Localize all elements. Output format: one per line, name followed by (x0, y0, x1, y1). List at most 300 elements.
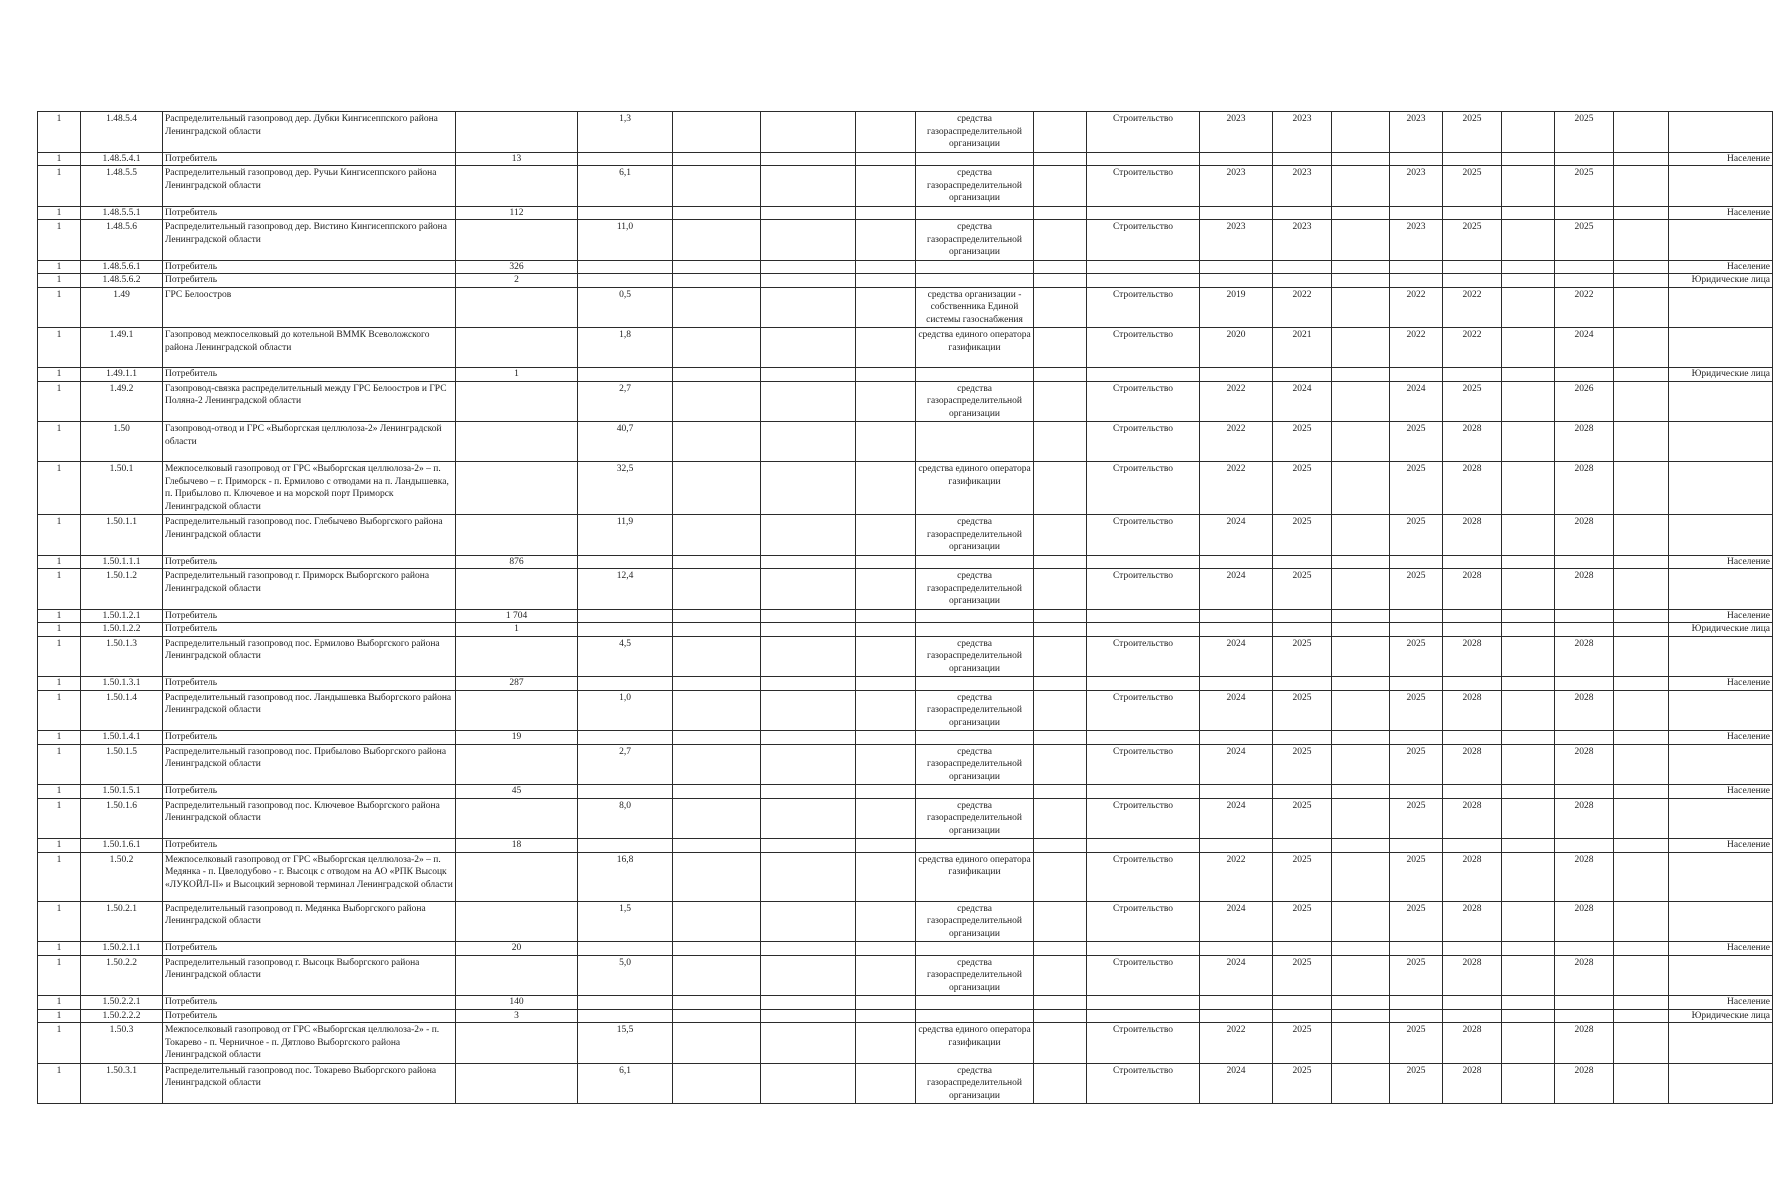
col-empty-1 (673, 381, 761, 422)
col-year-start: 2024 (1200, 690, 1273, 731)
col-category (1669, 1063, 1773, 1104)
col-name: ГРС Белоостров (163, 287, 456, 328)
col-empty-6 (1502, 996, 1555, 1010)
col-empty-4 (1034, 260, 1087, 274)
col-empty-6 (1502, 901, 1555, 942)
col-empty-6 (1502, 731, 1555, 745)
col-category: Юридические лица (1669, 274, 1773, 288)
col-year-final (1555, 785, 1614, 799)
col-funding: средства газораспределительной организации (916, 515, 1034, 556)
col-name: Потребитель (163, 785, 456, 799)
col-funding: средства единого оператора газификации (916, 1023, 1034, 1064)
col-empty-4 (1034, 785, 1087, 799)
col-empty-2 (761, 636, 856, 677)
col-empty-7 (1614, 555, 1669, 569)
col-year-plan (1390, 623, 1443, 637)
col-category: Население (1669, 152, 1773, 166)
col-name: Потребитель (163, 996, 456, 1010)
col-empty-7 (1614, 287, 1669, 328)
col-consumers: 112 (456, 206, 578, 220)
col-year-start: 2019 (1200, 287, 1273, 328)
col-empty-1 (673, 636, 761, 677)
col-empty-6 (1502, 1009, 1555, 1023)
col-category: Юридические лица (1669, 1009, 1773, 1023)
col-year-final: 2028 (1555, 636, 1614, 677)
pipeline-row (38, 328, 1773, 368)
col-funding: средства газораспределительной организации (916, 798, 1034, 839)
col-year-final: 2022 (1555, 287, 1614, 328)
col-level: 1 (38, 328, 81, 368)
col-empty-4 (1034, 942, 1087, 956)
col-consumers (456, 166, 578, 207)
col-year-commission: 2025 (1443, 166, 1502, 207)
col-work-type (1087, 942, 1200, 956)
col-empty-3 (856, 515, 916, 556)
col-year-end (1273, 785, 1332, 799)
col-consumers (456, 955, 578, 996)
col-consumers: 20 (456, 942, 578, 956)
col-name: Межпоселковый газопровод от ГРС «Выборгская целлюлоза-2» – п. Глебычево – г. Приморск - п. Ермилово с отводами на п. Ландышевка, п. Прибылово п. Ключевое и на морской порт Приморск Ленинградской области (163, 462, 456, 515)
col-category: Население (1669, 839, 1773, 853)
col-empty-7 (1614, 206, 1669, 220)
col-empty-7 (1614, 942, 1669, 956)
col-name: Потребитель (163, 623, 456, 637)
col-consumers: 1 (456, 623, 578, 637)
col-empty-7 (1614, 852, 1669, 901)
col-work-type: Строительство (1087, 287, 1200, 328)
col-empty-3 (856, 677, 916, 691)
col-level: 1 (38, 274, 81, 288)
col-length (578, 206, 673, 220)
col-empty-3 (856, 368, 916, 382)
col-empty-5 (1332, 381, 1390, 422)
col-year-end (1273, 609, 1332, 623)
col-year-end (1273, 942, 1332, 956)
col-year-plan (1390, 152, 1443, 166)
col-empty-1 (673, 955, 761, 996)
col-empty-6 (1502, 1023, 1555, 1064)
col-consumers (456, 220, 578, 261)
col-empty-2 (761, 274, 856, 288)
col-year-plan: 2025 (1390, 901, 1443, 942)
col-empty-7 (1614, 955, 1669, 996)
col-code: 1.50.1.4 (81, 690, 163, 731)
col-empty-3 (856, 274, 916, 288)
col-year-start (1200, 368, 1273, 382)
col-funding (916, 206, 1034, 220)
col-funding (916, 785, 1034, 799)
col-empty-3 (856, 731, 916, 745)
col-year-end (1273, 555, 1332, 569)
col-work-type: Строительство (1087, 422, 1200, 462)
col-name: Потребитель (163, 839, 456, 853)
col-empty-5 (1332, 623, 1390, 637)
col-year-end (1273, 152, 1332, 166)
col-name: Распределительный газопровод пос. Ермилово Выборгского района Ленинградской области (163, 636, 456, 677)
col-empty-1 (673, 220, 761, 261)
col-year-commission (1443, 555, 1502, 569)
col-empty-4 (1034, 839, 1087, 853)
col-code: 1.50.1.1 (81, 515, 163, 556)
col-year-commission: 2028 (1443, 798, 1502, 839)
col-empty-1 (673, 569, 761, 610)
col-year-final: 2025 (1555, 166, 1614, 207)
col-empty-4 (1034, 690, 1087, 731)
consumer-row (38, 260, 1773, 274)
col-year-end: 2021 (1273, 328, 1332, 368)
col-code: 1.48.5.6.1 (81, 260, 163, 274)
col-length (578, 785, 673, 799)
col-year-start: 2024 (1200, 569, 1273, 610)
col-year-final: 2028 (1555, 744, 1614, 785)
gas-pipeline-table (37, 111, 1773, 1104)
col-year-commission (1443, 839, 1502, 853)
col-funding (916, 260, 1034, 274)
col-year-start: 2024 (1200, 515, 1273, 556)
col-empty-5 (1332, 609, 1390, 623)
col-year-final: 2025 (1555, 112, 1614, 153)
col-empty-2 (761, 569, 856, 610)
col-empty-5 (1332, 677, 1390, 691)
col-year-plan: 2025 (1390, 462, 1443, 515)
col-category: Юридические лица (1669, 368, 1773, 382)
col-year-final: 2026 (1555, 381, 1614, 422)
col-consumers: 1 (456, 368, 578, 382)
consumer-row (38, 942, 1773, 956)
col-year-commission: 2028 (1443, 1023, 1502, 1064)
col-year-commission (1443, 677, 1502, 691)
col-empty-4 (1034, 636, 1087, 677)
col-year-final: 2028 (1555, 901, 1614, 942)
col-empty-3 (856, 839, 916, 853)
col-category (1669, 901, 1773, 942)
col-empty-1 (673, 744, 761, 785)
col-funding: средства организации - собственника Единой системы газоснабжения (916, 287, 1034, 328)
col-empty-3 (856, 942, 916, 956)
col-consumers (456, 112, 578, 153)
col-year-commission (1443, 152, 1502, 166)
col-work-type: Строительство (1087, 515, 1200, 556)
col-empty-1 (673, 368, 761, 382)
col-empty-7 (1614, 260, 1669, 274)
col-empty-2 (761, 609, 856, 623)
col-work-type: Строительство (1087, 1063, 1200, 1104)
col-work-type (1087, 206, 1200, 220)
col-empty-7 (1614, 677, 1669, 691)
col-name: Распределительный газопровод пос. Ландышевка Выборгского района Ленинградской области (163, 690, 456, 731)
col-length (578, 996, 673, 1010)
col-year-start (1200, 555, 1273, 569)
col-year-commission (1443, 1009, 1502, 1023)
col-length: 32,5 (578, 462, 673, 515)
col-empty-7 (1614, 609, 1669, 623)
col-level: 1 (38, 381, 81, 422)
col-empty-3 (856, 381, 916, 422)
col-consumers (456, 798, 578, 839)
col-empty-2 (761, 328, 856, 368)
col-year-final: 2028 (1555, 422, 1614, 462)
col-level: 1 (38, 690, 81, 731)
col-consumers (456, 328, 578, 368)
col-year-plan (1390, 260, 1443, 274)
col-empty-5 (1332, 942, 1390, 956)
col-year-commission: 2022 (1443, 328, 1502, 368)
col-empty-1 (673, 555, 761, 569)
col-year-plan: 2023 (1390, 112, 1443, 153)
col-empty-4 (1034, 852, 1087, 901)
col-year-commission: 2025 (1443, 112, 1502, 153)
consumer-row (38, 785, 1773, 799)
col-funding (916, 839, 1034, 853)
col-empty-7 (1614, 368, 1669, 382)
col-name: Распределительный газопровод дер. Ручьи Кингисеппского района Ленинградской области (163, 166, 456, 207)
col-empty-7 (1614, 744, 1669, 785)
col-work-type (1087, 677, 1200, 691)
col-empty-7 (1614, 1063, 1669, 1104)
col-year-start: 2024 (1200, 955, 1273, 996)
col-category: Население (1669, 731, 1773, 745)
col-level: 1 (38, 1063, 81, 1104)
col-year-final: 2028 (1555, 1063, 1614, 1104)
col-work-type: Строительство (1087, 690, 1200, 731)
col-year-final: 2028 (1555, 515, 1614, 556)
col-empty-2 (761, 744, 856, 785)
col-consumers: 140 (456, 996, 578, 1010)
col-name: Потребитель (163, 260, 456, 274)
col-funding: средства единого оператора газификации (916, 328, 1034, 368)
col-code: 1.50 (81, 422, 163, 462)
col-year-plan: 2025 (1390, 1063, 1443, 1104)
col-year-final (1555, 274, 1614, 288)
col-empty-3 (856, 623, 916, 637)
col-empty-4 (1034, 609, 1087, 623)
col-category (1669, 515, 1773, 556)
col-code: 1.48.5.5 (81, 166, 163, 207)
col-length (578, 368, 673, 382)
col-empty-7 (1614, 785, 1669, 799)
col-empty-2 (761, 422, 856, 462)
col-empty-2 (761, 1009, 856, 1023)
col-name: Распределительный газопровод дер. Дубки Кингисеппского района Ленинградской области (163, 112, 456, 153)
col-empty-3 (856, 1023, 916, 1064)
col-empty-4 (1034, 901, 1087, 942)
col-year-final (1555, 942, 1614, 956)
col-empty-2 (761, 785, 856, 799)
col-empty-4 (1034, 555, 1087, 569)
col-empty-7 (1614, 996, 1669, 1010)
col-consumers: 1 704 (456, 609, 578, 623)
col-year-plan: 2025 (1390, 515, 1443, 556)
col-year-start (1200, 839, 1273, 853)
col-year-commission (1443, 785, 1502, 799)
col-length (578, 609, 673, 623)
col-year-commission (1443, 274, 1502, 288)
col-year-final (1555, 555, 1614, 569)
col-category (1669, 112, 1773, 153)
col-level: 1 (38, 839, 81, 853)
col-empty-3 (856, 955, 916, 996)
col-year-end: 2025 (1273, 462, 1332, 515)
col-year-start: 2024 (1200, 1063, 1273, 1104)
col-year-commission (1443, 260, 1502, 274)
col-empty-6 (1502, 569, 1555, 610)
col-empty-1 (673, 1023, 761, 1064)
col-empty-5 (1332, 744, 1390, 785)
col-consumers: 876 (456, 555, 578, 569)
col-year-start: 2024 (1200, 798, 1273, 839)
pipeline-row (38, 1063, 1773, 1104)
col-name: Распределительный газопровод г. Приморск Выборгского района Ленинградской области (163, 569, 456, 610)
col-length: 40,7 (578, 422, 673, 462)
col-empty-6 (1502, 287, 1555, 328)
col-code: 1.50.1.2.1 (81, 609, 163, 623)
col-level: 1 (38, 609, 81, 623)
col-empty-4 (1034, 996, 1087, 1010)
col-empty-1 (673, 166, 761, 207)
col-empty-5 (1332, 955, 1390, 996)
col-consumers (456, 381, 578, 422)
col-empty-7 (1614, 462, 1669, 515)
pipeline-row (38, 798, 1773, 839)
col-empty-2 (761, 731, 856, 745)
col-level: 1 (38, 152, 81, 166)
col-empty-4 (1034, 274, 1087, 288)
col-year-commission (1443, 731, 1502, 745)
col-work-type (1087, 274, 1200, 288)
col-consumers (456, 569, 578, 610)
col-work-type (1087, 623, 1200, 637)
col-consumers (456, 422, 578, 462)
col-empty-1 (673, 260, 761, 274)
consumer-row (38, 1009, 1773, 1023)
col-empty-4 (1034, 112, 1087, 153)
col-code: 1.49.2 (81, 381, 163, 422)
col-empty-2 (761, 798, 856, 839)
col-empty-7 (1614, 422, 1669, 462)
col-empty-4 (1034, 623, 1087, 637)
col-work-type: Строительство (1087, 636, 1200, 677)
col-code: 1.50.1.3 (81, 636, 163, 677)
col-empty-4 (1034, 744, 1087, 785)
col-empty-4 (1034, 287, 1087, 328)
col-year-start: 2024 (1200, 901, 1273, 942)
col-empty-6 (1502, 798, 1555, 839)
col-empty-1 (673, 287, 761, 328)
col-length (578, 677, 673, 691)
col-empty-7 (1614, 220, 1669, 261)
consumer-row (38, 839, 1773, 853)
col-empty-2 (761, 462, 856, 515)
col-name: Потребитель (163, 555, 456, 569)
col-empty-2 (761, 955, 856, 996)
col-category: Население (1669, 206, 1773, 220)
col-empty-1 (673, 690, 761, 731)
col-year-end: 2025 (1273, 901, 1332, 942)
col-code: 1.50.1.3.1 (81, 677, 163, 691)
col-code: 1.50.1.6 (81, 798, 163, 839)
col-year-commission (1443, 942, 1502, 956)
col-consumers (456, 1063, 578, 1104)
col-empty-6 (1502, 942, 1555, 956)
col-year-plan: 2025 (1390, 852, 1443, 901)
pipeline-row (38, 901, 1773, 942)
col-empty-5 (1332, 839, 1390, 853)
col-empty-1 (673, 462, 761, 515)
col-year-end (1273, 839, 1332, 853)
col-level: 1 (38, 731, 81, 745)
col-level: 1 (38, 744, 81, 785)
col-category (1669, 744, 1773, 785)
col-empty-3 (856, 569, 916, 610)
col-work-type: Строительство (1087, 744, 1200, 785)
col-empty-5 (1332, 996, 1390, 1010)
col-empty-2 (761, 220, 856, 261)
col-name: Потребитель (163, 609, 456, 623)
col-year-end (1273, 731, 1332, 745)
col-empty-2 (761, 852, 856, 901)
col-level: 1 (38, 515, 81, 556)
col-length: 6,1 (578, 166, 673, 207)
col-year-end: 2025 (1273, 852, 1332, 901)
consumer-row (38, 731, 1773, 745)
col-empty-2 (761, 287, 856, 328)
col-empty-5 (1332, 785, 1390, 799)
col-empty-3 (856, 112, 916, 153)
consumer-row (38, 152, 1773, 166)
col-year-end: 2023 (1273, 220, 1332, 261)
pipeline-row (38, 1023, 1773, 1064)
col-empty-2 (761, 623, 856, 637)
col-year-end (1273, 260, 1332, 274)
col-empty-6 (1502, 260, 1555, 274)
col-code: 1.50.3.1 (81, 1063, 163, 1104)
col-empty-7 (1614, 328, 1669, 368)
col-empty-5 (1332, 555, 1390, 569)
pipeline-row (38, 220, 1773, 261)
col-work-type: Строительство (1087, 955, 1200, 996)
col-year-plan: 2025 (1390, 422, 1443, 462)
col-empty-3 (856, 744, 916, 785)
col-empty-2 (761, 112, 856, 153)
col-year-end (1273, 677, 1332, 691)
col-empty-3 (856, 462, 916, 515)
col-year-final (1555, 206, 1614, 220)
col-year-final (1555, 368, 1614, 382)
col-empty-5 (1332, 422, 1390, 462)
col-code: 1.50.2.2.2 (81, 1009, 163, 1023)
col-level: 1 (38, 220, 81, 261)
col-year-plan (1390, 368, 1443, 382)
col-work-type: Строительство (1087, 901, 1200, 942)
col-year-plan: 2025 (1390, 798, 1443, 839)
col-work-type: Строительство (1087, 220, 1200, 261)
col-empty-6 (1502, 852, 1555, 901)
col-empty-3 (856, 220, 916, 261)
col-code: 1.50.1.1.1 (81, 555, 163, 569)
col-year-plan (1390, 677, 1443, 691)
table-body (38, 112, 1773, 1104)
col-level: 1 (38, 785, 81, 799)
col-name: Потребитель (163, 942, 456, 956)
col-year-start (1200, 731, 1273, 745)
col-name: Потребитель (163, 368, 456, 382)
col-year-end (1273, 274, 1332, 288)
col-year-plan: 2025 (1390, 636, 1443, 677)
col-empty-5 (1332, 1009, 1390, 1023)
col-code: 1.50.1 (81, 462, 163, 515)
col-empty-3 (856, 166, 916, 207)
col-code: 1.48.5.6 (81, 220, 163, 261)
